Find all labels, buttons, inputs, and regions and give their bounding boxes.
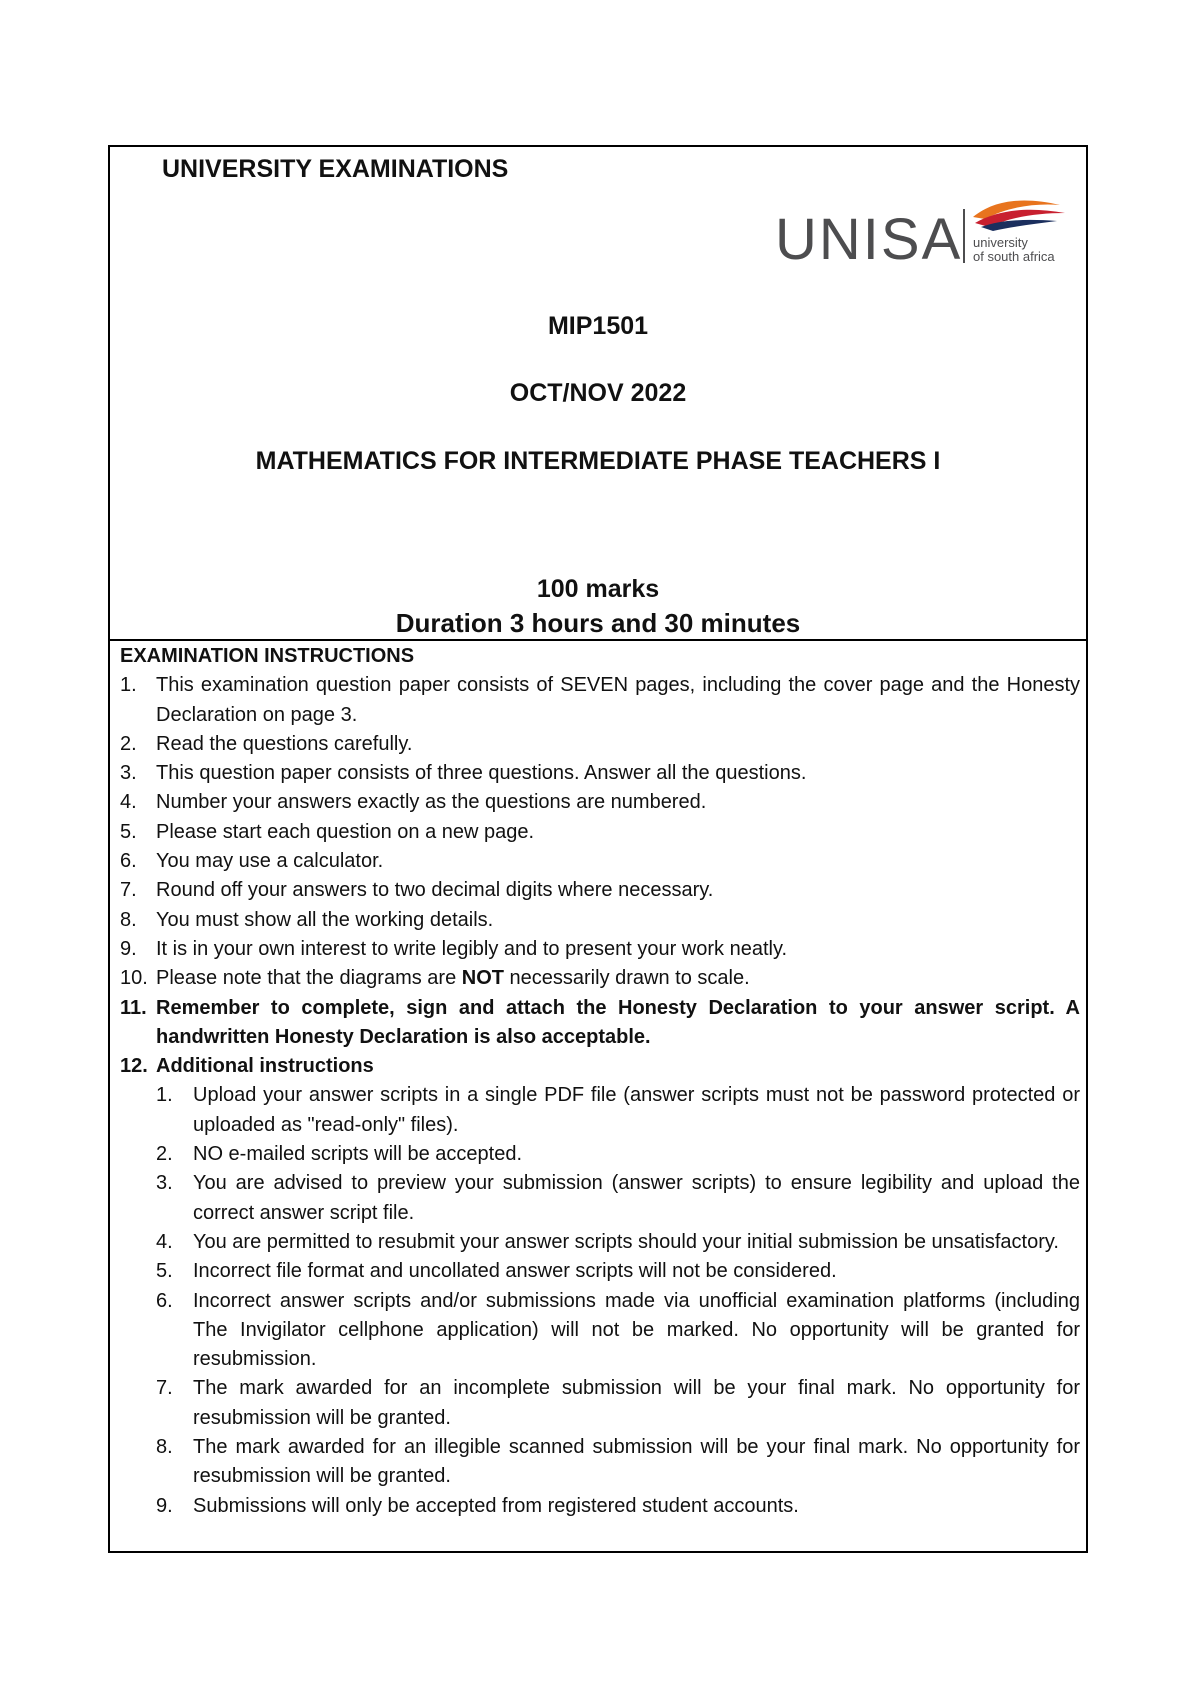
item-text: Please start each question on a new page. — [156, 820, 535, 843]
item-text: This question paper consists of three questions. Answer all the questions. — [156, 762, 807, 785]
item-text: Remember to complete, sign and attach the Honesty Declaration to your answer script. A handwritten Honesty Declaration is also acceptable. — [156, 996, 1080, 1048]
sub-item-number: 1. — [156, 1084, 173, 1107]
item-number: 3. — [120, 762, 137, 785]
item-text-part: Please note that the diagrams are — [156, 967, 462, 990]
instruction-item — [120, 994, 1080, 1053]
additional-instruction-item — [120, 1492, 1080, 1521]
item-text: Additional instructions — [156, 1055, 374, 1078]
instruction-item — [120, 964, 1080, 993]
item-text: Number your answers exactly as the questions are numbered. — [156, 791, 707, 814]
sub-item-text: Submissions will only be accepted from registered student accounts. — [193, 1494, 799, 1517]
item-text-part: necessarily drawn to scale. — [503, 967, 750, 990]
additional-instruction-item — [120, 1374, 1080, 1433]
additional-instruction-item — [120, 1169, 1080, 1228]
instructions-section — [120, 642, 1080, 1521]
item-text: You must show all the working details. — [156, 908, 494, 931]
item-number: 4. — [120, 791, 137, 814]
logo-sub-line2: of south africa — [973, 249, 1055, 264]
sub-item-number: 3. — [156, 1172, 173, 1195]
instructions-heading: EXAMINATION INSTRUCTIONS — [120, 645, 415, 667]
sub-item-text: You are permitted to resubmit your answer scripts should your initial submission be unsatisfactory. — [193, 1230, 1059, 1253]
instruction-item — [120, 906, 1080, 935]
item-text: You may use a calculator. — [156, 850, 384, 873]
exam-cover-sheet — [108, 145, 1088, 1553]
item-number: 7. — [120, 879, 137, 902]
module-title: MATHEMATICS FOR INTERMEDIATE PHASE TEACHERS I — [255, 447, 941, 475]
item-number: 11. — [120, 996, 147, 1019]
item-text: Round off your answers to two decimal digits where necessary. — [156, 879, 714, 902]
additional-instruction-item — [120, 1140, 1080, 1169]
sub-item-text: The mark awarded for an incomplete submission will be your final mark. No opportunity for resubmission will be granted. — [193, 1377, 1080, 1429]
instruction-item — [120, 818, 1080, 847]
sub-item-text: Incorrect file format and uncollated answer scripts will not be considered. — [193, 1260, 837, 1283]
additional-instruction-item — [120, 1287, 1080, 1375]
instruction-item — [120, 935, 1080, 964]
sub-item-number: 7. — [156, 1377, 173, 1400]
sub-item-number: 4. — [156, 1230, 173, 1253]
sub-item-number: 2. — [156, 1143, 173, 1166]
additional-instruction-item — [120, 1081, 1080, 1140]
item-number: 5. — [120, 820, 137, 843]
item-text — [156, 964, 1080, 993]
instruction-item — [120, 759, 1080, 788]
sub-item-number: 8. — [156, 1436, 173, 1459]
cover-section — [110, 147, 1086, 641]
module-code: MIP1501 — [547, 312, 649, 340]
item-number: 1. — [120, 674, 137, 697]
instruction-item — [120, 730, 1080, 759]
exam-label: UNIVERSITY EXAMINATIONS — [162, 155, 509, 183]
instruction-item — [120, 847, 1080, 876]
instruction-item — [120, 1052, 1080, 1081]
unisa-logo — [775, 197, 1095, 267]
additional-instruction-item — [120, 1228, 1080, 1257]
sub-item-text: Upload your answer scripts in a single PDF file (answer scripts must not be password protected or uploaded as "read-only" files). — [193, 1084, 1080, 1136]
instruction-item — [120, 671, 1080, 730]
sub-item-text: Incorrect answer scripts and/or submissions made via unofficial examination platforms (including The Invigilator cellphone application) will not be marked. No opportunity will be granted for resubmission. — [193, 1289, 1080, 1371]
sub-item-text: The mark awarded for an illegible scanned submission will be your final mark. No opportunity for resubmission will be granted. — [193, 1436, 1080, 1488]
sub-item-number: 6. — [156, 1289, 173, 1312]
sub-item-text: NO e-mailed scripts will be accepted. — [193, 1143, 523, 1166]
total-marks: 100 marks — [536, 575, 660, 603]
instruction-item — [120, 788, 1080, 817]
item-text: This examination question paper consists of SEVEN pages, including the cover page and the Honesty Declaration on page 3. — [156, 674, 1080, 726]
item-number: 12. — [120, 1055, 148, 1078]
additional-instruction-item — [120, 1257, 1080, 1286]
sub-item-number: 5. — [156, 1260, 173, 1283]
sub-item-text: You are advised to preview your submission (answer scripts) to ensure legibility and upload the correct answer script file. — [193, 1172, 1080, 1224]
item-number: 10. — [120, 967, 148, 990]
logo-sub-line1: university — [973, 235, 1028, 250]
logo-divider — [963, 209, 965, 263]
logo-main-text: UNISA — [775, 207, 963, 267]
item-text: It is in your own interest to write legibly and to present your work neatly. — [156, 937, 788, 960]
additional-instruction-item — [120, 1433, 1080, 1492]
item-number: 2. — [120, 732, 137, 755]
item-text: Read the questions carefully. — [156, 732, 413, 755]
sub-item-number: 9. — [156, 1494, 173, 1517]
exam-session: OCT/NOV 2022 — [509, 379, 687, 407]
item-text-emphasis: NOT — [461, 967, 504, 990]
item-number: 9. — [120, 937, 137, 960]
item-number: 6. — [120, 850, 137, 873]
exam-duration: Duration 3 hours and 30 minutes — [395, 608, 801, 638]
item-number: 8. — [120, 908, 137, 931]
instruction-item — [120, 876, 1080, 905]
